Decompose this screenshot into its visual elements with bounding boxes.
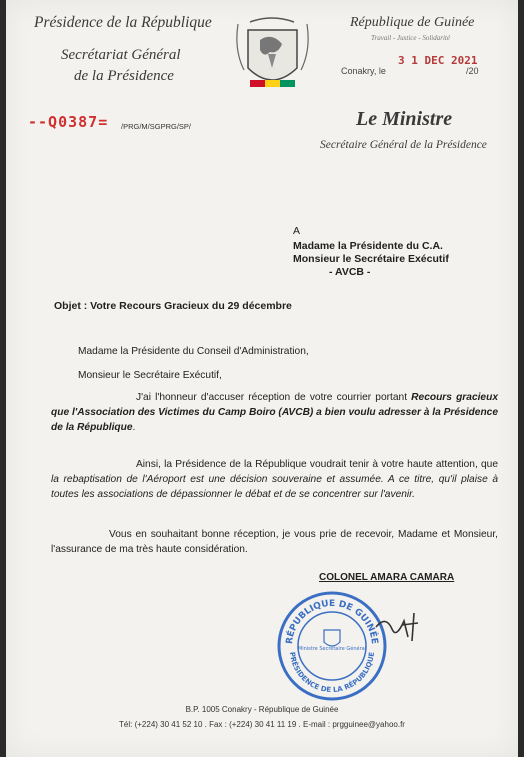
stamp-bottom-text: PRÉSIDENCE DE LA RÉPUBLIQUE — [287, 651, 376, 695]
date-suffix: /20 — [466, 66, 479, 76]
paragraph-3: Vous en souhaitant bonne réception, je vous prie de recevoir, Madame et Monsieur, l'assurance de ma très haute considération. — [51, 529, 498, 555]
minister-subtitle: Secrétaire Général de la Présidence — [320, 139, 487, 151]
paragraph-2-text: Ainsi, la Présidence de la République voudrait tenir à votre haute attention, que — [136, 459, 498, 470]
salutation-1: Madame la Présidente du Conseil d'Administration, — [78, 346, 309, 357]
letter-subject: Objet : Votre Recours Gracieux du 29 décembre — [54, 300, 292, 312]
footer-address: B.P. 1005 Conakry - République de Guinée — [185, 705, 339, 714]
header-presidence: Présidence de la République — [34, 14, 212, 31]
paragraph-2-emphasis: la rebaptisation de l'Aéroport est une décision souveraine et assumée. A ce titre, qu'il plaise à toutes les associations de dépassionner le débat et de se concentrer sur l'avenir. — [51, 474, 498, 500]
date-stamp: 3 1 DEC 2021 — [398, 54, 478, 67]
letter-page — [6, 0, 518, 757]
header-secretariat: Secrétariat Général — [61, 47, 181, 63]
minister-title: Le Ministre — [356, 108, 453, 130]
recipient-line3: - AVCB - — [329, 266, 371, 278]
recipient-line2: Monsieur le Secrétaire Exécutif — [293, 253, 449, 265]
reference-code: /PRG/M/SGPRG/SP/ — [121, 122, 192, 131]
salutation-2: Monsieur le Secrétaire Exécutif, — [78, 370, 222, 381]
recipient-line1: Madame la Présidente du C.A. — [293, 240, 443, 252]
paragraph-2 — [51, 457, 498, 502]
paragraph-1-emphasis: Recours gracieux que l'Association des Victimes du Camp Boiro (AVCB) a bien voulu adresser à la Présidence de la République — [51, 392, 498, 433]
stamp-center-text: Ministre Secrétaire Général — [297, 646, 367, 652]
handwritten-signature — [374, 607, 424, 647]
signatory-name: COLONEL AMARA CAMARA — [319, 572, 455, 583]
header-republique: République de Guinée — [350, 15, 475, 30]
coat-of-arms-icon — [230, 10, 315, 105]
footer-contact: Tél: (+224) 30 41 52 10 . Fax : (+224) 30 41 11 19 . E-mail : prgguinee@yahoo.fr — [119, 720, 405, 729]
paragraph-1-end: . — [132, 422, 136, 433]
official-stamp — [276, 590, 388, 702]
paragraph-1-text: J'ai l'honneur d'accuser réception de votre courrier portant — [136, 392, 412, 403]
header-motto: Travail - Justice - Solidarité — [371, 34, 450, 42]
reference-number: --Q0387= — [28, 113, 109, 131]
recipient-block — [293, 225, 449, 279]
stamp-top-text: RÉPUBLIQUE DE GUINÉE — [284, 598, 380, 645]
header-de-la-presidence: de la Présidence — [74, 68, 174, 84]
paragraph-1 — [51, 390, 498, 435]
recipient-a: A — [293, 225, 301, 237]
date-label: Conakry, le — [341, 66, 386, 76]
